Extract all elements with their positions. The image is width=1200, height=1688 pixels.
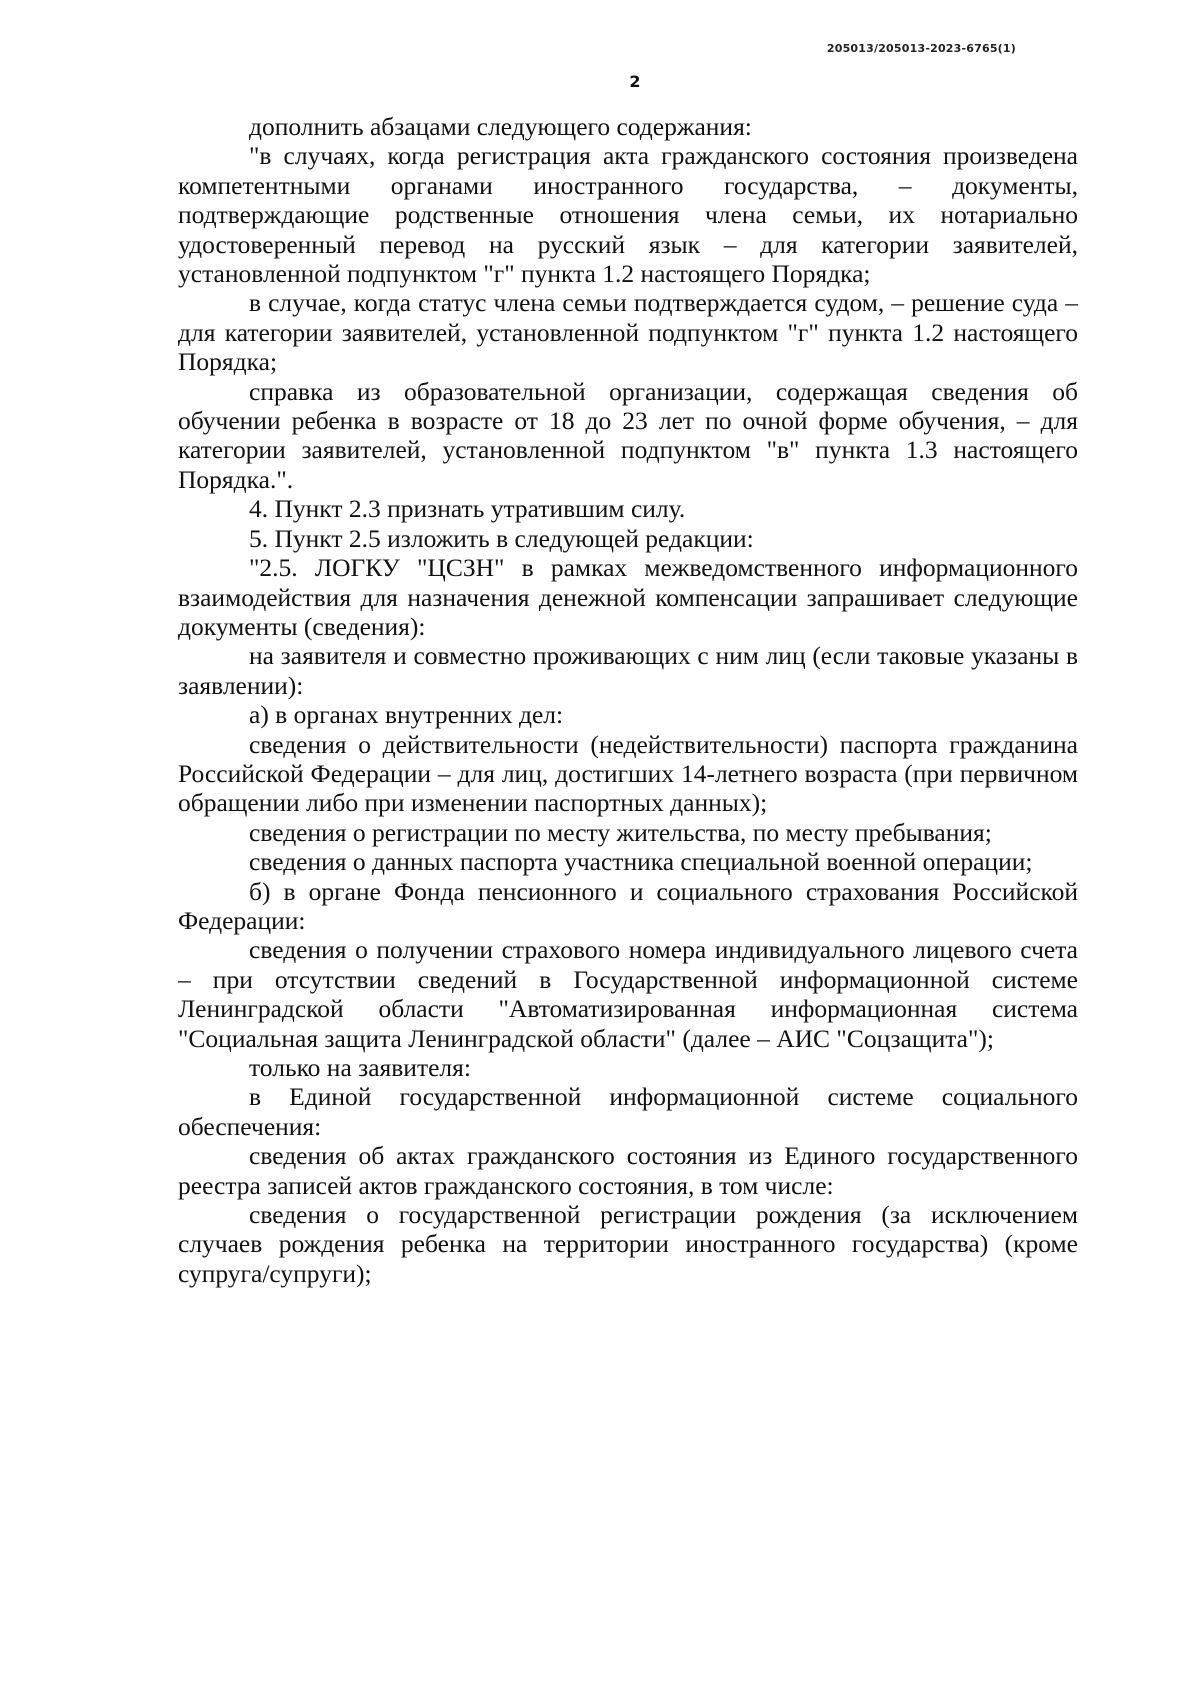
document-body bbox=[178, 112, 1078, 1288]
paragraph: "в случаях, когда регистрация акта гражданского состояния произведена компетентными органами иностранного государства, – документы, подтверждающие родственные отношения члена семьи, их нотариально удостоверенный перевод на русский язык – для категории заявителей, установленной подпунктом "г" пункта 1.2 настоящего Порядка; bbox=[178, 141, 1078, 289]
paragraph: б) в органе Фонда пенсионного и социального страхования Российской Федерации: bbox=[178, 876, 1078, 935]
page-number: 2 bbox=[629, 72, 641, 91]
paragraph: а) в органах внутренних дел: bbox=[249, 700, 564, 730]
paragraph: справка из образовательной организации, содержащая сведения об обучении ребенка в возрасте от 18 до 23 лет по очной форме обучения, – для категории заявителей, установленной подпунктом "в" пункта 1.3 настоящего Порядка.". bbox=[178, 376, 1078, 494]
paragraph: на заявителя и совместно проживающих с ним лиц (если таковые указаны в заявлении): bbox=[178, 641, 1078, 700]
paragraph: 5. Пункт 2.5 изложить в следующей редакции: bbox=[249, 523, 754, 553]
paragraph: сведения о данных паспорта участника специальной военной операции; bbox=[249, 847, 1033, 877]
paragraph: сведения о регистрации по месту жительства, по месту пребывания; bbox=[249, 817, 992, 847]
document-id: 205013/205013-2023-6765(1) bbox=[826, 42, 1016, 55]
paragraph: в Единой государственной информационной системе социального обеспечения: bbox=[178, 1082, 1078, 1141]
paragraph: "2.5. ЛОГКУ "ЦСЗН" в рамках межведомственного информационного взаимодействия для назначения денежной компенсации запрашивает следующие документы (сведения): bbox=[178, 553, 1078, 641]
paragraph: сведения о получении страхового номера индивидуального лицевого счета – при отсутствии сведений в Государственной информационной системе Ленинградской области "Автоматизированная информационная система "Социальная защита Ленинградской области" (далее – АИС "Соцзащита"); bbox=[178, 935, 1078, 1053]
paragraph: сведения о государственной регистрации рождения (за исключением случаев рождения ребенка на территории иностранного государства) (кроме супруга/супруги); bbox=[178, 1200, 1078, 1288]
paragraph: дополнить абзацами следующего содержания: bbox=[249, 112, 752, 141]
paragraph: в случае, когда статус члена семьи подтверждается судом, – решение суда – для категории заявителей, установленной подпунктом "г" пункта 1.2 настоящего Порядка; bbox=[178, 288, 1078, 377]
paragraph: сведения о действительности (недействительности) паспорта гражданина Российской Федерации – для лиц, достигших 14-летнего возраста (при первичном обращении либо при изменении паспортных данных); bbox=[178, 729, 1078, 818]
paragraph: 4. Пункт 2.3 признать утратившим силу. bbox=[249, 494, 686, 524]
paragraph: сведения об актах гражданского состояния из Единого государственного реестра записей актов гражданского состояния, в том числе: bbox=[178, 1141, 1078, 1200]
paragraph: только на заявителя: bbox=[249, 1053, 471, 1082]
